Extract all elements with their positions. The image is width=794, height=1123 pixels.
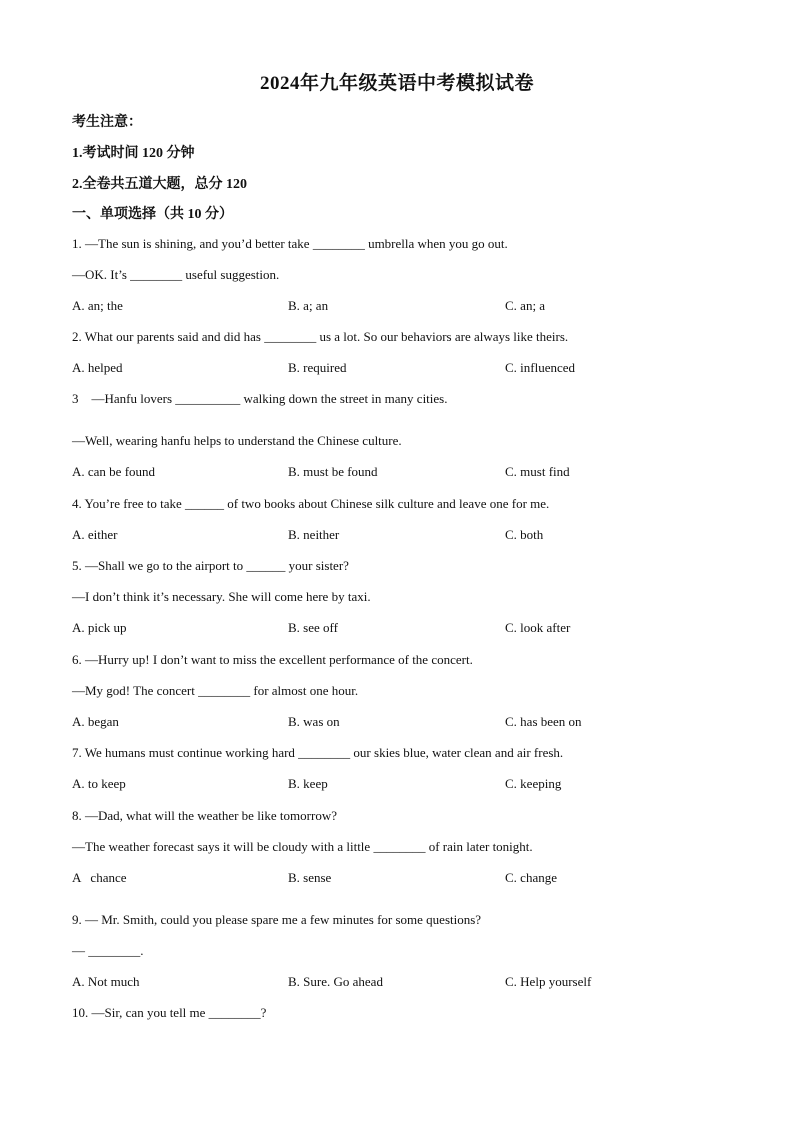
question-stem: 6. —Hurry up! I don’t want to miss the excellent performance of the concert.: [72, 652, 473, 667]
option-c: C. keeping: [505, 776, 562, 791]
question-stem: 8. —Dad, what will the weather be like tomorrow?: [72, 808, 337, 823]
option-b: B. must be found: [288, 464, 378, 479]
notice-item: 2.全卷共五道大题，总分 120: [72, 177, 247, 192]
option-a: A. began: [72, 714, 119, 729]
question-stem: 9. — Mr. Smith, could you please spare me a few minutes for some questions?: [72, 912, 482, 927]
option-a: A. either: [72, 527, 118, 542]
option-c: C. must find: [505, 464, 570, 479]
question-stem: — ________.: [72, 943, 144, 958]
option-a: A. an; the: [72, 298, 123, 313]
option-b: B. keep: [288, 776, 328, 791]
option-b: B. a; an: [288, 298, 329, 313]
question-stem: 4. You’re free to take ______ of two books about Chinese silk culture and leave one for me.: [72, 496, 550, 511]
option-a: A. Not much: [72, 974, 140, 989]
option-b: B. was on: [288, 714, 340, 729]
notice-item: 1.考试时间 120 分钟: [72, 146, 195, 161]
option-a: A. helped: [72, 360, 123, 375]
question-stem: 1. —The sun is shining, and you’d better take ________ umbrella when you go out.: [72, 236, 508, 251]
question-stem: —Well, wearing hanfu helps to understand the Chinese culture.: [72, 433, 402, 448]
option-b: B. see off: [288, 620, 338, 635]
question-stem: —OK. It’s ________ useful suggestion.: [72, 267, 280, 282]
notice-heading: 考生注意：: [72, 115, 142, 130]
option-b: B. required: [288, 360, 347, 375]
option-a: A. to keep: [72, 776, 126, 791]
question-stem: —My god! The concert ________ for almost one hour.: [72, 683, 359, 698]
question-stem: 10. —Sir, can you tell me ________?: [72, 1005, 267, 1020]
option-b: B. neither: [288, 527, 340, 542]
option-a: A. can be found: [72, 464, 156, 479]
option-c: C. change: [505, 870, 557, 885]
option-c: C. both: [505, 527, 544, 542]
question-stem: 5. —Shall we go to the airport to ______ your sister?: [72, 558, 349, 573]
option-b: B. Sure. Go ahead: [288, 974, 383, 989]
option-b: B. sense: [288, 870, 332, 885]
question-stem: 7. We humans must continue working hard ________ our skies blue, water clean and air fresh.: [72, 745, 564, 760]
question-stem: 2. What our parents said and did has ________ us a lot. So our behaviors are always like theirs.: [72, 329, 569, 344]
question-stem: 3 —Hanfu lovers __________ walking down the street in many cities.: [72, 391, 448, 406]
option-a: A. pick up: [72, 620, 127, 635]
question-stem: —The weather forecast says it will be cloudy with a little ________ of rain later tonight.: [72, 839, 533, 854]
option-a: A chance: [72, 870, 127, 885]
option-c: C. has been on: [505, 714, 582, 729]
section-heading: 一、单项选择（共 10 分）: [72, 207, 233, 222]
question-stem: —I don’t think it’s necessary. She will come here by taxi.: [72, 589, 371, 604]
page-title: 2024年九年级英语中考模拟试卷: [259, 73, 534, 94]
option-c: C. an; a: [505, 298, 546, 313]
option-c: C. Help yourself: [505, 974, 592, 989]
option-c: C. influenced: [505, 360, 576, 375]
option-c: C. look after: [505, 620, 571, 635]
